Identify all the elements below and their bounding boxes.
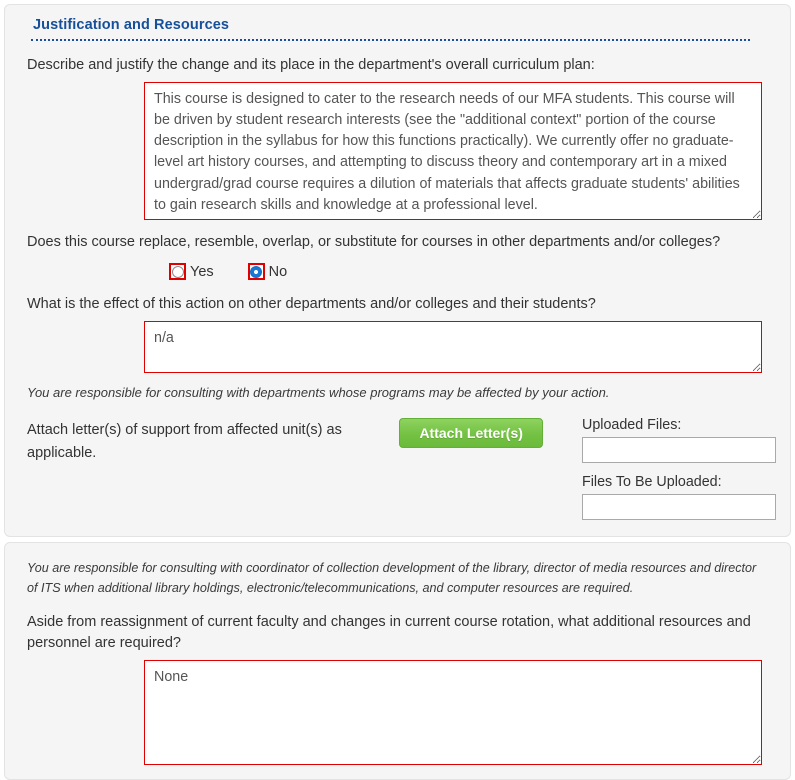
justification-field-row: [19, 76, 776, 220]
additional-resources-field-row: [19, 654, 776, 765]
files-to-be-uploaded-label: Files To Be Uploaded:: [582, 474, 722, 491]
radio-validation-box-no: [248, 263, 265, 280]
effect-consulting-note: You are responsible for consulting with departments whose programs may be affected by your action.: [27, 385, 610, 401]
uploaded-files-label: Uploaded Files:: [582, 417, 682, 434]
additional-resources-question-label: Aside from reassignment of current faculty and changes in current course rotation, what additional resources and personnel are required?: [27, 614, 751, 652]
radio-validation-box-yes: [169, 263, 186, 280]
justification-and-resources-panel: [4, 4, 791, 537]
attach-instruction-label: Attach letter(s) of support from affected unit(s) as applicable.: [27, 422, 342, 462]
attach-letters-button[interactable]: Attach Letter(s): [399, 418, 543, 448]
uploaded-files-input[interactable]: [582, 437, 776, 463]
library-consulting-note: You are responsible for consulting with coordinator of collection development of the library, director of media resources and director of ITS when additional library holdings, electronic/telecommunications, and computer resources are required.: [27, 561, 757, 595]
additional-resources-textarea[interactable]: [144, 660, 762, 765]
effect-textarea[interactable]: [144, 321, 762, 373]
effect-field-row: [19, 315, 776, 373]
attach-letters-row: [19, 403, 776, 520]
radio-circle-yes[interactable]: [172, 266, 184, 278]
justification-question-label: Describe and justify the change and its place in the department's overall curriculum plan:: [27, 57, 595, 73]
effect-question-label: What is the effect of this action on other departments and/or colleges and their students?: [27, 296, 596, 313]
uploads-group: [582, 417, 776, 520]
overlap-radio-no[interactable]: [248, 263, 288, 280]
overlap-radio-no-label: No: [268, 263, 288, 280]
files-to-be-uploaded-input[interactable]: [582, 494, 776, 520]
overlap-radio-yes[interactable]: [169, 263, 214, 280]
justification-textarea[interactable]: [144, 82, 762, 220]
overlap-question-label: Does this course replace, resemble, overlap, or substitute for courses in other departments and/or colleges?: [27, 234, 721, 251]
radio-circle-no[interactable]: [250, 266, 262, 278]
form-page: [0, 4, 795, 780]
section-title: Justification and Resources: [33, 17, 230, 33]
overlap-radio-group: [19, 253, 776, 282]
additional-resources-panel: [4, 542, 791, 780]
overlap-radio-yes-label: Yes: [190, 263, 214, 280]
